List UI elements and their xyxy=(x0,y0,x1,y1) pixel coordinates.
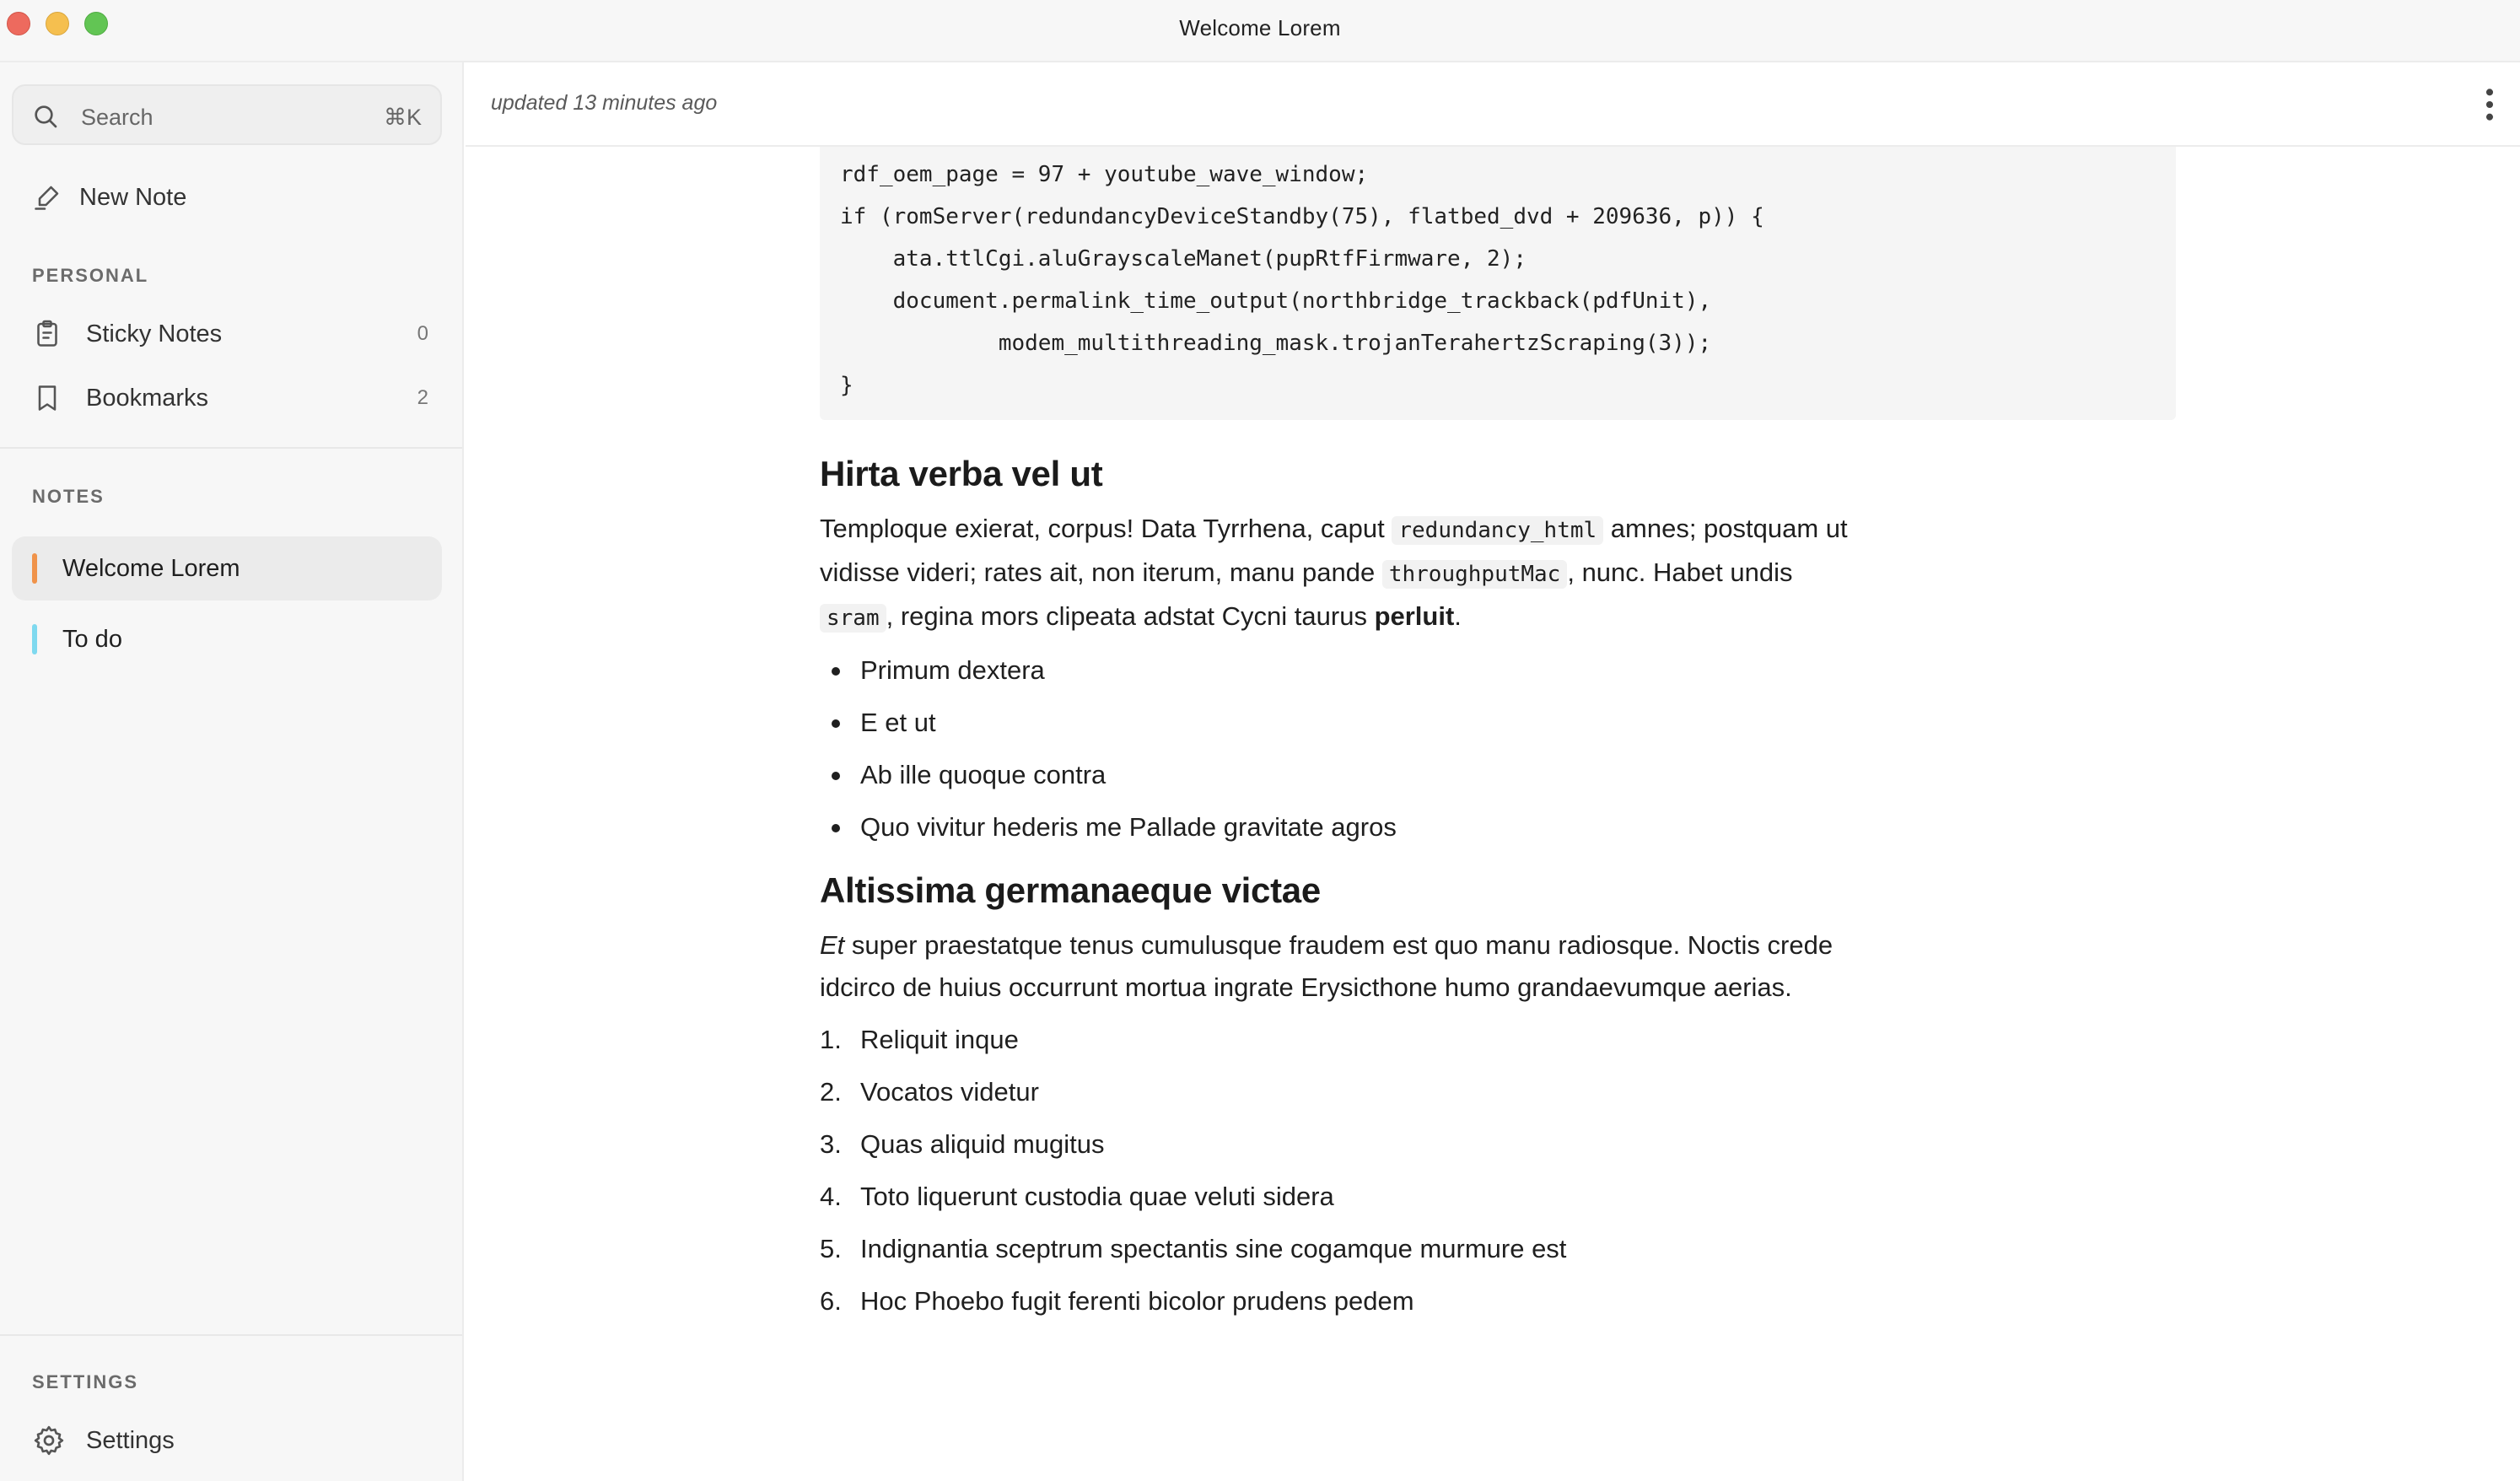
text-run: , nunc. Habet undis xyxy=(1567,557,1793,587)
sidebar-divider xyxy=(0,1334,462,1336)
section-heading: Altissima germanaeque victae xyxy=(820,870,1321,910)
new-note-label: New Note xyxy=(79,183,187,211)
sidebar-divider xyxy=(0,447,462,449)
list-item-text: Indignantia sceptrum spectantis sine cogamque murmure est xyxy=(860,1234,1567,1263)
list-number: 4. xyxy=(820,1182,842,1211)
note-item-welcome-lorem[interactable] xyxy=(12,536,442,600)
text-run: Temploque exierat, corpus! Data Tyrrhena, caput xyxy=(820,514,1392,543)
numbered-list xyxy=(820,1014,1866,1328)
sidebar-item-label: Bookmarks xyxy=(86,384,209,412)
note-item-to-do[interactable] xyxy=(12,607,442,671)
list-number: 3. xyxy=(820,1129,842,1159)
notes-section-header: NOTES xyxy=(32,486,105,507)
list-item-text: Toto liquerunt custodia quae veluti sidera xyxy=(860,1182,1334,1211)
section-heading: Hirta verba vel ut xyxy=(820,454,1103,493)
list-item xyxy=(820,1014,1866,1066)
code-line: document.permalink_time_output(northbridge_trackback(pdfUnit), xyxy=(840,288,1712,314)
sidebar xyxy=(0,62,464,1481)
code-line: } xyxy=(840,373,853,398)
updated-timestamp: updated 13 minutes ago xyxy=(491,91,718,115)
sidebar-item-count: 2 xyxy=(417,386,428,409)
list-item xyxy=(820,1118,1866,1171)
list-number: 6. xyxy=(820,1286,842,1316)
gear-icon xyxy=(32,1424,66,1457)
list-item xyxy=(820,1066,1866,1118)
settings-button[interactable] xyxy=(32,1422,175,1459)
code-line: modem_multithreading_mask.trojanTerahertzScraping(3)); xyxy=(840,331,1712,356)
list-item: Quo vivitur hederis me Pallade gravitate agros xyxy=(820,801,1866,854)
text-run: super praestatque tenus cumulusque fraudem est quo manu radiosque. Noctis crede idcirco de huius occurrunt mortua ingrate Erysicthone humo grandaevumque aerias. xyxy=(820,930,1833,1002)
sidebar-item-count: 0 xyxy=(417,322,428,345)
clipboard-icon xyxy=(32,319,62,349)
code-line: ata.ttlCgi.aluGrayscaleManet(pupRtfFirmware, 2); xyxy=(840,246,1527,272)
list-item xyxy=(820,1223,1866,1275)
italic-text: Et xyxy=(820,930,845,960)
list-item xyxy=(820,1171,1866,1223)
list-item-text: Quas aliquid mugitus xyxy=(860,1129,1105,1159)
bookmark-icon xyxy=(32,383,62,413)
editor-header xyxy=(466,62,2520,147)
sidebar-item-sticky-notes[interactable] xyxy=(32,315,428,353)
inline-code: sram xyxy=(820,604,886,633)
code-block xyxy=(820,147,2176,420)
search-icon xyxy=(32,103,59,130)
more-options-icon[interactable] xyxy=(2481,86,2498,123)
section-1 xyxy=(820,454,1866,854)
paragraph xyxy=(820,508,1866,639)
note-color-bar xyxy=(32,624,37,654)
paragraph xyxy=(820,924,1866,1009)
search-button[interactable] xyxy=(12,84,442,145)
window-title: Welcome Lorem xyxy=(1179,15,1341,40)
list-item-text: Vocatos videtur xyxy=(860,1077,1039,1107)
list-item: Ab ille quoque contra xyxy=(820,749,1866,801)
list-number: 5. xyxy=(820,1234,842,1263)
code-line: if (romServer(redundancyDeviceStandby(75), flatbed_dvd + 209636, p)) { xyxy=(840,204,1764,229)
code-line: rdf_oem_page = 97 + youtube_wave_window; xyxy=(840,162,1369,187)
note-color-bar xyxy=(32,553,37,584)
list-item: E et ut xyxy=(820,697,1866,749)
note-editor xyxy=(466,62,2520,1481)
personal-section-header: PERSONAL xyxy=(32,265,149,286)
bullet-list xyxy=(820,644,1866,854)
list-item xyxy=(820,1275,1866,1328)
text-run: amnes; postquam ut vidisse videri; rates ait, non iterum, manu pande xyxy=(820,514,1848,587)
search-shortcut: ⌘K xyxy=(383,105,422,130)
sidebar-item-bookmarks[interactable] xyxy=(32,380,428,417)
sidebar-item-label: Sticky Notes xyxy=(86,320,223,347)
list-item: Primum dextera xyxy=(820,644,1866,697)
settings-label: Settings xyxy=(86,1426,175,1454)
inline-code: throughputMac xyxy=(1382,560,1568,589)
text-run: , regina mors clipeata adstat Cycni taurus xyxy=(886,601,1375,631)
pen-icon xyxy=(32,182,62,213)
list-number: 2. xyxy=(820,1077,842,1107)
search-label: Search xyxy=(81,105,153,130)
list-item-text: Reliquit inque xyxy=(860,1025,1019,1054)
list-number: 1. xyxy=(820,1025,842,1054)
note-item-label: Welcome Lorem xyxy=(62,554,240,582)
title-bar xyxy=(0,0,2520,62)
new-note-button[interactable] xyxy=(32,180,186,214)
note-item-label: To do xyxy=(62,625,122,653)
inline-code: redundancy_html xyxy=(1392,516,1603,545)
list-item-text: Hoc Phoebo fugit ferenti bicolor prudens pedem xyxy=(860,1286,1414,1316)
text-run: . xyxy=(1454,601,1462,631)
section-2 xyxy=(820,870,1866,1328)
settings-section-header: SETTINGS xyxy=(32,1371,139,1392)
bold-text: perluit xyxy=(1374,601,1455,631)
